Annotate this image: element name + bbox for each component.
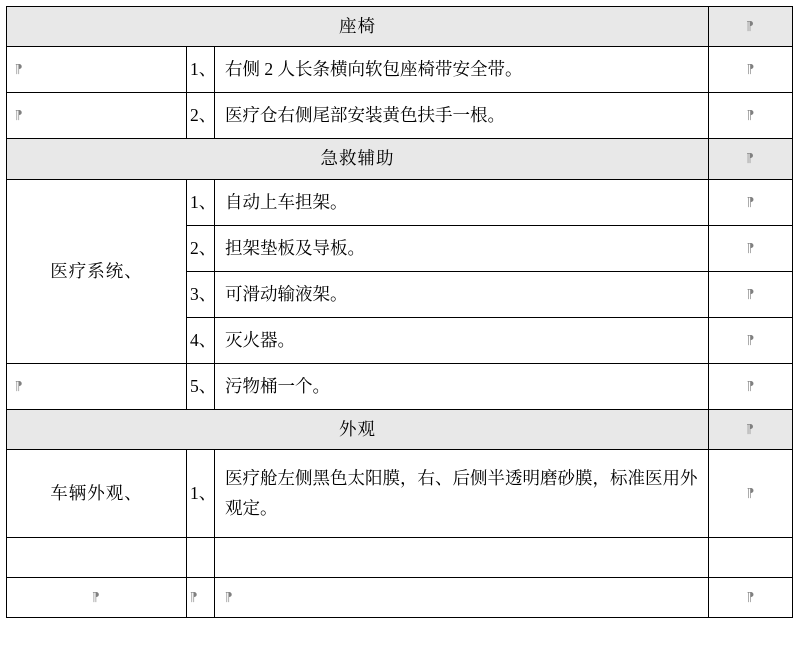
paragraph-mark: ⁋ <box>746 589 755 604</box>
section-right-mark-cell <box>709 139 793 179</box>
paragraph-mark: ⁋ <box>746 194 755 209</box>
paragraph-mark: ⁋ <box>746 240 755 255</box>
row-text-cell <box>215 47 709 93</box>
row-text-cell <box>215 578 709 618</box>
row-label-cell <box>7 93 187 139</box>
paragraph-mark: ⁋ <box>92 589 101 604</box>
row-number-cell <box>187 225 215 271</box>
row-label-cell <box>7 538 187 578</box>
row-label: 医疗系统、 <box>50 260 143 281</box>
row-text: 灭火器。 <box>225 329 295 350</box>
row-number: 1、 <box>190 59 217 80</box>
row-text-cell <box>215 450 709 538</box>
paragraph-mark: ⁋ <box>746 108 755 123</box>
row-text-cell <box>215 93 709 139</box>
section-header-appearance <box>7 409 709 449</box>
row-right-mark-cell <box>709 538 793 578</box>
row-right-mark-cell <box>709 47 793 93</box>
row-number: 4、 <box>190 329 217 350</box>
paragraph-mark: ⁋ <box>746 421 755 436</box>
row-number-cell <box>187 93 215 139</box>
row-text-cell <box>215 317 709 363</box>
paragraph-mark: ⁋ <box>746 18 755 33</box>
table-row <box>7 179 793 225</box>
row-number: 1、 <box>190 191 217 212</box>
section-title: 急救辅助 <box>320 148 395 169</box>
section-title: 座椅 <box>339 16 377 36</box>
row-number-cell <box>187 317 215 363</box>
row-text: 医疗舱左侧黑色太阳膜，右、后侧半透明磨砂膜，标准医用外观定。 <box>225 467 698 518</box>
row-text: 右侧 2 人长条横向软包座椅带安全带。 <box>225 59 523 80</box>
row-text-cell <box>215 363 709 409</box>
row-label-cell <box>7 363 187 409</box>
paragraph-mark <box>709 545 792 570</box>
row-number-cell <box>187 363 215 409</box>
table-row <box>7 93 793 139</box>
paragraph-mark: ⁋ <box>225 589 233 604</box>
row-text-cell <box>215 271 709 317</box>
row-number: 1、 <box>190 482 217 503</box>
row-number-cell <box>187 271 215 317</box>
section-header-first-aid <box>7 139 709 179</box>
row-number: 2、 <box>190 105 217 126</box>
table-row <box>7 7 793 47</box>
table-row <box>7 409 793 449</box>
row-text-cell <box>215 538 709 578</box>
paragraph-mark: ⁋ <box>746 62 755 77</box>
table-row <box>7 578 793 618</box>
row-number-cell <box>187 578 215 618</box>
row-number-cell <box>187 47 215 93</box>
row-text-cell <box>215 225 709 271</box>
section-title: 外观 <box>339 418 377 439</box>
paragraph-mark: ⁋ <box>746 378 755 393</box>
row-label: 车辆外观、 <box>50 482 143 503</box>
row-right-mark-cell <box>709 578 793 618</box>
row-text-cell <box>215 179 709 225</box>
row-label: ⁋ <box>15 108 24 123</box>
row-label: ⁋ <box>15 378 24 393</box>
table-row <box>7 139 793 179</box>
paragraph-mark: ⁋ <box>746 332 755 347</box>
row-number-cell <box>187 538 215 578</box>
row-text <box>215 540 708 575</box>
row-number: 5、 <box>190 375 217 396</box>
row-text: 污物桶一个。 <box>225 375 330 396</box>
row-right-mark-cell <box>709 179 793 225</box>
row-number-cell <box>187 450 215 538</box>
paragraph-mark: ⁋ <box>746 151 755 166</box>
row-text: 自动上车担架。 <box>225 191 348 212</box>
row-text: 担架垫板及导板。 <box>225 237 365 258</box>
row-number-cell <box>187 179 215 225</box>
row-label-cell <box>7 47 187 93</box>
row-label: ⁋ <box>15 62 24 77</box>
table-row <box>7 450 793 538</box>
row-label <box>7 541 186 574</box>
row-right-mark-cell <box>709 93 793 139</box>
table-row <box>7 363 793 409</box>
row-number: 2、 <box>190 237 217 258</box>
specification-table <box>6 6 793 618</box>
paragraph-mark: ⁋ <box>746 485 755 500</box>
row-label-cell <box>7 578 187 618</box>
row-right-mark-cell <box>709 225 793 271</box>
section-right-mark-cell <box>709 7 793 47</box>
row-label-cell-vehicle-appearance <box>7 450 187 538</box>
row-right-mark-cell <box>709 450 793 538</box>
row-text: 可滑动输液架。 <box>225 283 348 304</box>
paragraph-mark: ⁋ <box>746 286 755 301</box>
section-header-seat <box>7 7 709 47</box>
paragraph-mark: ⁋ <box>190 589 198 604</box>
row-text: 医疗仓右侧尾部安装黄色扶手一根。 <box>225 105 505 126</box>
section-right-mark-cell <box>709 409 793 449</box>
row-label-cell-medical-system <box>7 179 187 363</box>
row-number <box>187 541 214 574</box>
row-right-mark-cell <box>709 363 793 409</box>
row-right-mark-cell <box>709 317 793 363</box>
row-number: 3、 <box>190 283 217 304</box>
row-right-mark-cell <box>709 271 793 317</box>
table-row <box>7 47 793 93</box>
table-row <box>7 538 793 578</box>
